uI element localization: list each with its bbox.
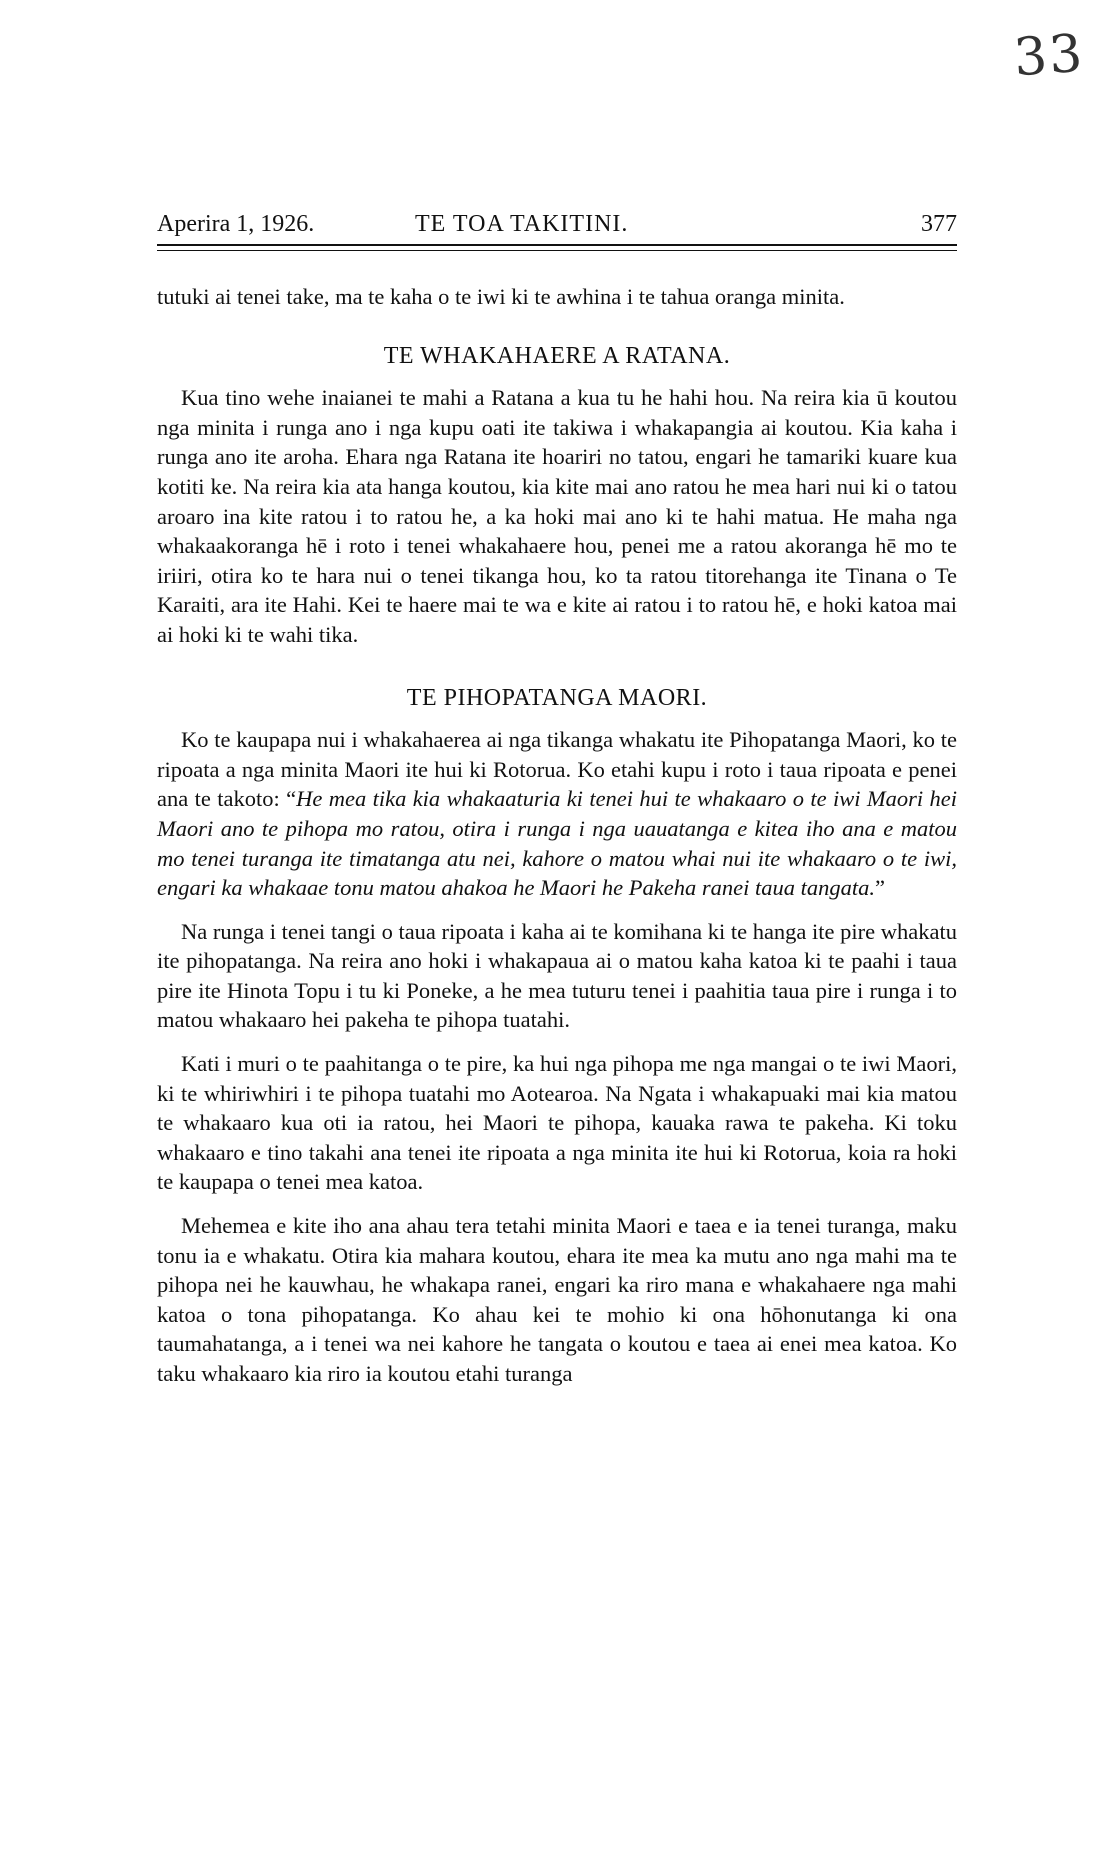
section-heading-ratana: TE WHAKAHAERE A RATANA.	[383, 342, 731, 369]
article-body	[157, 282, 957, 1389]
pihopatanga-paragraph-2: Na runga i tenei tangi o taua ripoata i kaha ai te komihana ki te hanga ite pire whakatu ite pihopatanga. Na reira ano hoki i whakapaua ai o matou kaha katoa ki te paahi i taua pire ite Hinota Topu i tu ki Poneke, a he mea tuturu tenei i paahitia taua pire i runga i to matou whakaaro hei pakeha te pihopa tuatahi.	[157, 918, 957, 1033]
quote-close: ”	[875, 875, 886, 901]
header-date: Aperira 1, 1926.	[157, 211, 315, 237]
quoted-report: He mea tika kia whakaaturia ki tenei hui te whakaaro o te iwi Maori hei Maori ano te pihopa mo ratou, otira i runga i nga uauatanga e kitea iho ana e matou mo tenei turanga ite timatanga atu nei, kahore o matou whai nui ite whakaaro o te iwi, engari ka whakaae tonu matou ahakoa he Maori he Pakeha ranei taua tangata.	[157, 786, 957, 901]
ratana-paragraph: Kua tino wehe inaianei te mahi a Ratana a kua tu he hahi hou. Na reira kia ū koutou nga minita i runga ano i nga kupu oati ite takiwa i whakapangia ai koutou. Kia kaha i runga ano ite aroha. Ehara nga Ratana ite hoariri no tatou, engari he tamariki kuare kua kotiti ke. Na reira kia ata hanga koutou, kia kite mai ano ratou he mea hari nui ki o tatou aroaro ina kite ratou i to ratou he, a ka hoki mai ano ki te hahi matua. He maha nga whakaakoranga hē i roto i tenei whakahaere hou, penei me a ratou akoranga hē mo te iriiri, otira ko te hara nui o tenei tikanga hou, ko ta ratou titorehanga ite Tinana o Te Karaiti, ara ite Hahi. Kei te haere mai te wa e kite ai ratou i to ratou hē, e hoki katoa mai ai hoki ki te wahi tika.	[157, 385, 957, 647]
header-title: TE TOA TAKITINI.	[415, 211, 629, 237]
pihopatanga-paragraph-3: Kati i muri o te paahitanga o te pire, ka hui nga pihopa me nga mangai o te iwi Maori, ki te whiriwhiri i te pihopa tuatahi mo Aotearoa. Na Ngata i whakapuaki mai kia matou te whakaaro kua oti ia ratou, hei Maori te pihopa, kauaka rawa te pakeha. Ki toku whakaaro e tino takahi ana tenei ite ripoata a nga minita ite hui ki Rotorua, koia ra hoki te kaupapa o tenei mea katoa.	[157, 1051, 957, 1195]
page-number: 377	[921, 211, 957, 237]
section-heading-pihopatanga: TE PIHOPATANGA MAORI.	[406, 684, 708, 711]
pihopatanga-paragraph-1	[157, 725, 957, 903]
running-header	[157, 206, 957, 242]
continued-paragraph: tutuki ai tenei take, ma te kaha o te iwi ki te awhina i te tahua oranga minita.	[157, 284, 845, 309]
scan-mark: 33	[1011, 23, 1087, 89]
pihopatanga-paragraph-4: Mehemea e kite iho ana ahau tera tetahi minita Maori e taea e ia tenei turanga, maku tonu ia e whakatu. Otira kia mahara koutou, ehara ite mea ka mutu ano nga mahi ma te pihopa nei he kauwhau, he whakapa ranei, engari ka riro mana e whakahaere nga mahi katoa o tona pihopatanga. Ko ahau kei te mohio ki ona hōhonutanga ki ona taumahatanga, a i tenei wa nei kahore he tangata o koutou e taea ai enei mea katoa. Ko taku whakaaro kia riro ia koutou etahi turanga	[157, 1213, 957, 1386]
header-rule	[157, 244, 957, 246]
paragraph-intro: Ko te kaupapa nui i whakahaerea ai nga tikanga whakatu ite Pihopatanga Maori, ko te ripoata a nga minita Maori ite hui ki Rotorua. Ko etahi kupu i roto i taua ripoata e penei ana te takoto: “	[157, 727, 957, 812]
header-rule-thin	[157, 250, 957, 251]
